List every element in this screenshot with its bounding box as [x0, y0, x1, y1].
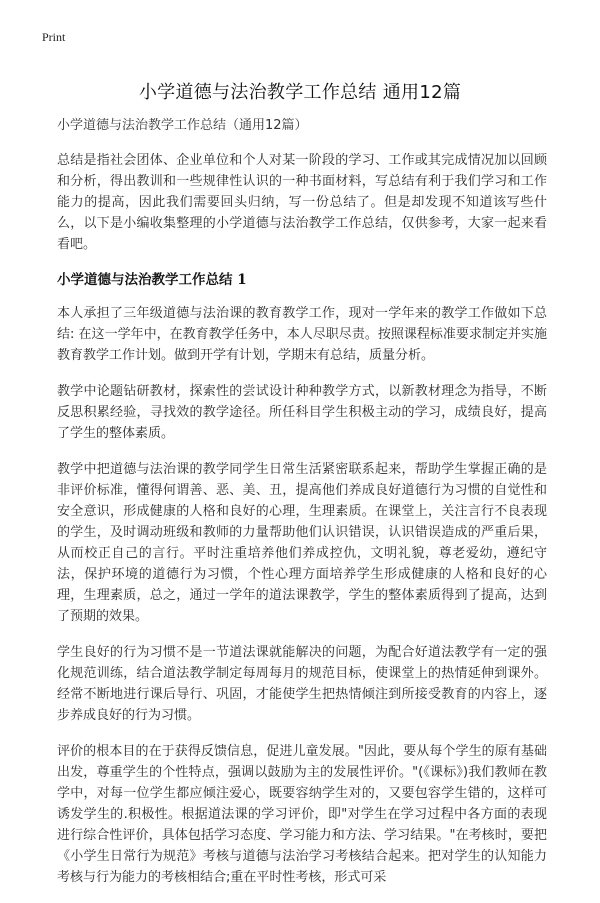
document-body [57, 116, 547, 903]
body-paragraph: 学生良好的行为习惯不是一节道法课就能解决的问题，为配合好道法教学有一定的强化规范训练，结合道法教学制定每周每月的规范目标，使课堂上的热情延伸到课外。经常不断地进行课后导行、巩固，才能使学生把热情倾注到所接受教育的内容上，逐步养成良好的行为习惯。 [57, 645, 547, 723]
body-paragraph: 教学中把道德与法治课的教学同学生日常生活紧密联系起来，帮助学生掌握正确的是非评价标准，懂得何谓善、恶、美、丑，提高他们养成良好道德行为习惯的自觉性和安全意识，形成健康的人格和良好的心理，生理素质。在课堂上，关注言行不良表现的学生，及时调动班级和教师的力量帮助他们认识错误，认识错误造成的严重后果，从而校正自己的言行。平时注重培养他们养成控仇，文明礼貌，尊老爱幼，遵纪守法，保护环境的道德行为习惯，个性心理方面培养学生形成健康的人格和良好的心理，生理素质，总之，通过一学年的道法课教学，学生的整体素质得到了提高，达到了预期的效果。 [57, 462, 547, 624]
intro-paragraph: 总结是指社会团体、企业单位和个人对某一阶段的学习、工作或其完成情况加以回顾和分析，得出教训和一些规律性认识的一种书面材料，写总结有利于我们学习和工作能力的提高，因此我们需要回头归纳，写一份总结了。但是却发现不知道该写些什么，以下是小编收集整理的小学道德与法治教学工作总结，仅供参考，大家一起来看看吧。 [57, 153, 547, 252]
body-paragraph: 评价的根本目的在于获得反馈信息，促进儿童发展。"因此，要从每个学生的原有基础出发，尊重学生的个性特点，强调以鼓励为主的发展性评价。"(《课标》)我们教师在教学中，对每一位学生都应倾注爱心，既要容纳学生对的，又要包容学生错的，这样可诱发学生的.积极性。根据道法课的学习评价，即"对学生在学习过程中各方面的表现进行综合性评价，具体包括学习态度、学习能力和方法、学习结果。"在考核时，要把《小学生日常行为规范》考核与道德与法治学习考核结合起来。把对学生的认知能力考核与行为能力的考核相结合;重在平时性考核，形式可采 [57, 744, 547, 885]
print-link[interactable]: Print [42, 30, 66, 44]
section-heading: 小学道德与法治教学工作总结 1 [57, 272, 247, 288]
document-title: 小学道德与法治教学工作总结 通用12篇 [138, 82, 462, 103]
body-paragraph: 教学中论题钻研教材，探索性的尝试设计种种教学方式，以新教材理念为指导，不断反思积累经验，寻找效的教学途径。所任科目学生积极主动的学习，成绩良好，提高了学生的整体素质。 [57, 384, 547, 441]
document-subtitle: 小学道德与法治教学工作总结（通用12篇） [57, 118, 308, 133]
body-paragraph: 本人承担了三年级道德与法治课的教育教学工作，现对一学年来的教学工作做如下总结: 在这一学年中，在教育教学任务中，本人尽职尽责。按照课程标准要求制定并实施教育教学工作计划。做到开学有计划，学期末有总结，质量分析。 [57, 306, 547, 363]
